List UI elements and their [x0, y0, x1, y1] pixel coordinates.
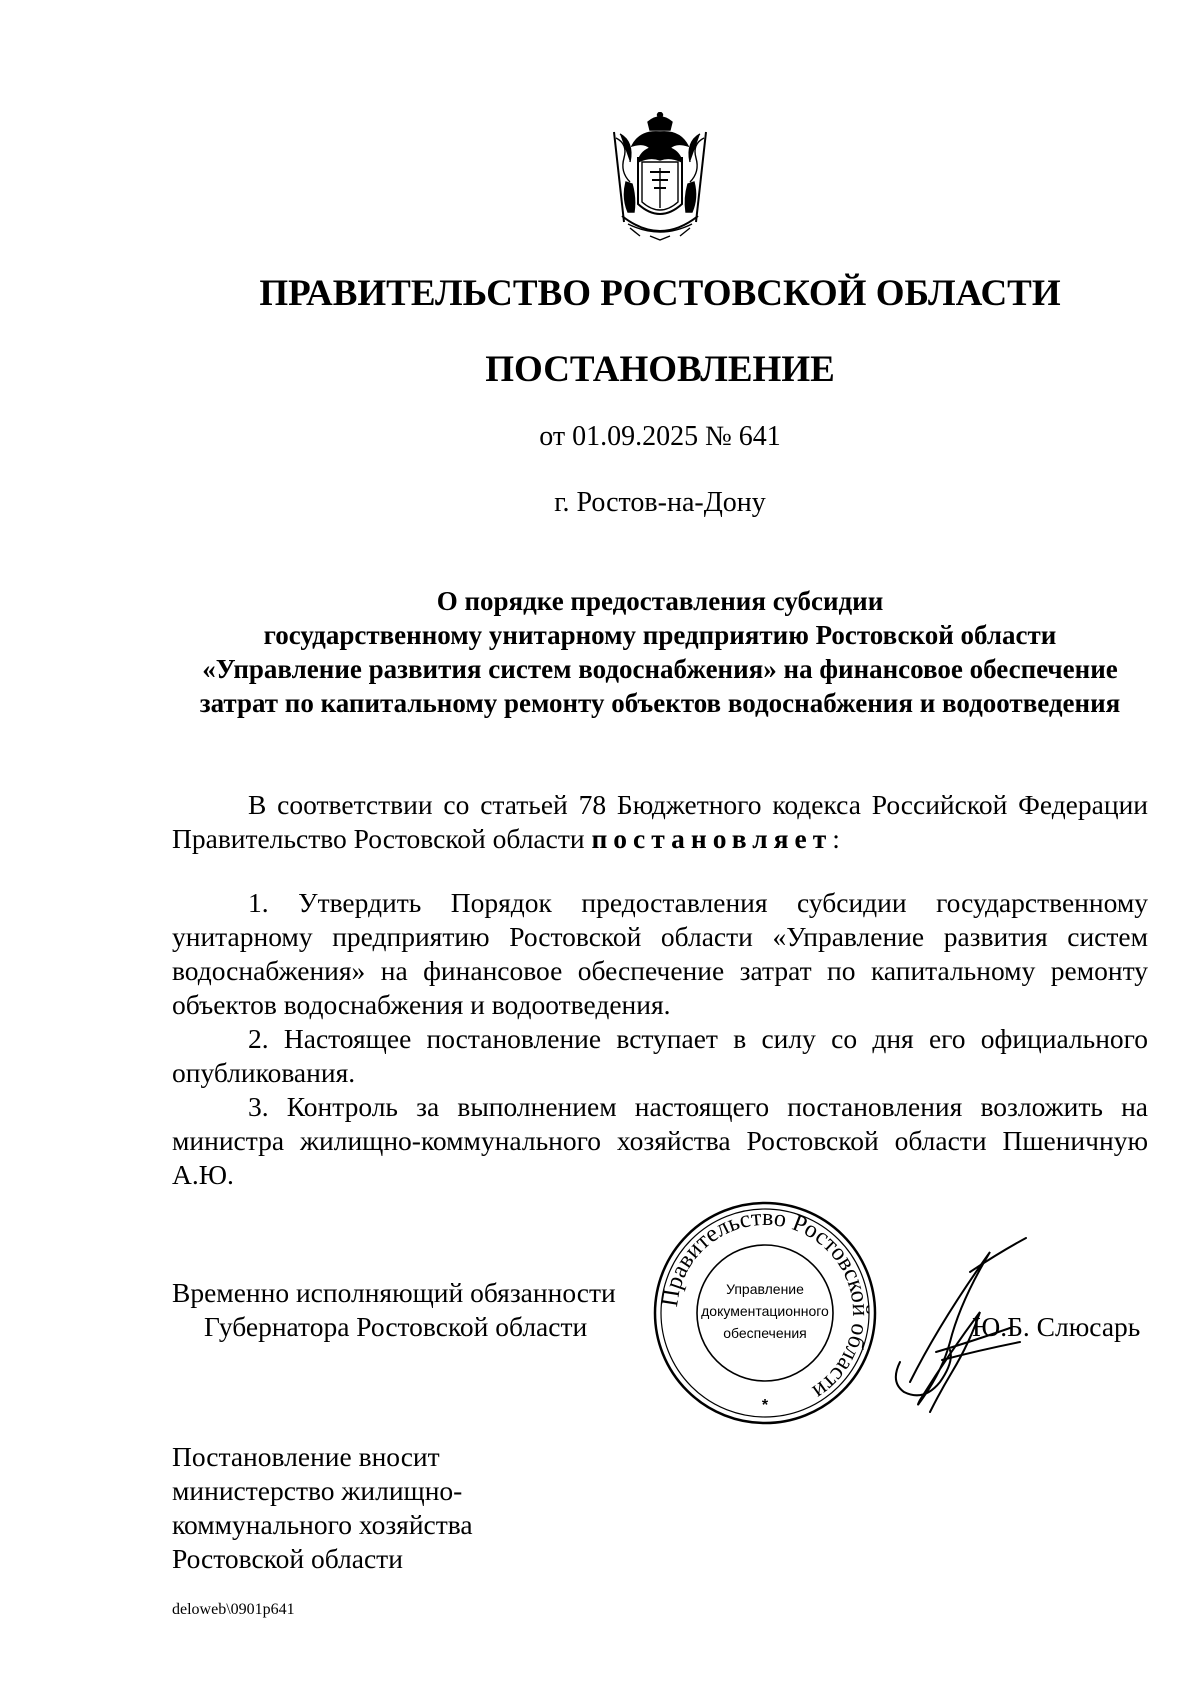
signer-position	[172, 1276, 642, 1344]
document-type: ПОСТАНОВЛЕНИЕ	[485, 349, 835, 390]
body-item-3: 3. Контроль за выполнением настоящего постановления возложить на министра жилищно-коммунального хозяйства Ростовской области Пшеничную А.Ю.	[172, 1091, 1148, 1190]
stamp-ring-text: Правительство Ростовской области	[657, 1204, 874, 1405]
signer-position-line: Временно исполняющий обязанности	[172, 1277, 616, 1308]
submitted-by-line: Ростовской области	[172, 1543, 403, 1574]
preamble-paragraph	[172, 788, 1148, 856]
subject-line: государственному унитарному предприятию Ростовской области	[263, 620, 1057, 650]
preamble-text: В соответствии со статьей 78 Бюджетного кодекса Российской Федерации Правительство Ростовской области	[172, 789, 1148, 854]
signer-name: Ю.Б. Слюсарь	[972, 1311, 1141, 1342]
submitted-by	[172, 1440, 572, 1576]
document-city: г. Ростов-на-Дону	[554, 487, 766, 518]
body-item-2: 2. Настоящее постановление вступает в силу со дня его официального опубликования.	[172, 1023, 1148, 1088]
signer-position-line: Губернатора Ростовской области	[204, 1311, 588, 1342]
subject-line: затрат по капитальному ремонту объектов водоснабжения и водоотведения	[199, 688, 1121, 718]
stamp-star: *	[761, 1397, 769, 1414]
document-date-number: от 01.09.2025 № 641	[539, 421, 781, 452]
submitted-by-line: Постановление вносит	[172, 1441, 440, 1472]
stamp-center-line: Управление	[726, 1281, 804, 1297]
document-subject	[170, 584, 1150, 720]
submitted-by-line: коммунального хозяйства	[172, 1509, 473, 1540]
document-body	[172, 788, 1148, 1192]
subject-line: О порядке предоставления субсидии	[436, 586, 884, 616]
preamble-verb: постановляет	[591, 823, 833, 854]
footer-file-code: deloweb\0901p641	[172, 1601, 295, 1618]
coat-of-arms-emblem	[600, 112, 720, 242]
stamp-center-line: документационного	[701, 1303, 829, 1319]
subject-line: «Управление развития систем водоснабжения» на финансовое обеспечение	[202, 654, 1118, 684]
submitted-by-line: министерство жилищно-	[172, 1475, 463, 1506]
body-item-1: 1. Утвердить Порядок предоставления субсидии государственному унитарному предприятию Ростовской области «Управление развития систем водоснабжения» на финансовое обеспечение затрат по капитальному ремонту объектов водоснабжения и водоотведения.	[172, 887, 1148, 1020]
preamble-end: :	[832, 823, 840, 854]
stamp-center-line: обеспечения	[723, 1325, 807, 1341]
government-title: ПРАВИТЕЛЬСТВО РОСТОВСКОЙ ОБЛАСТИ	[259, 273, 1061, 314]
official-stamp	[650, 1198, 880, 1428]
